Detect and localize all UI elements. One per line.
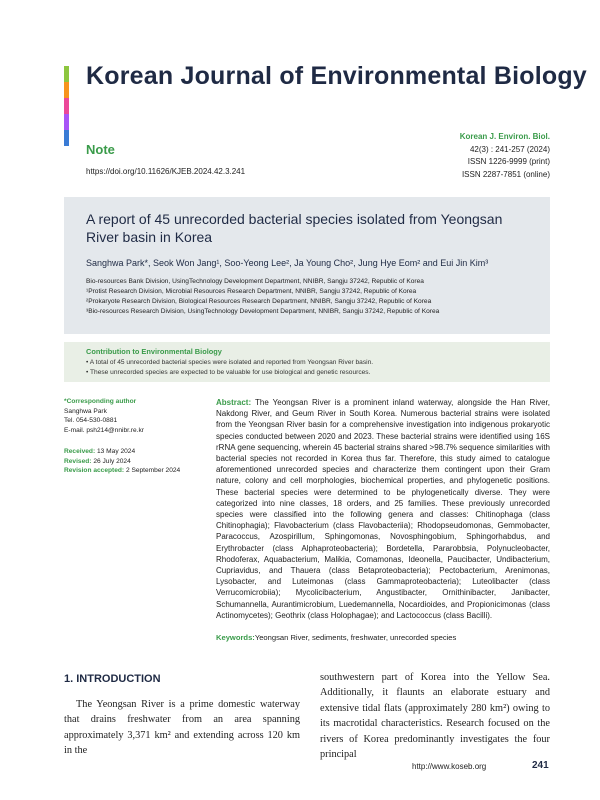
intro-text-left: The Yeongsan River is a prime domestic waterway that drains freshwater from an area spanning approximately 3,371 km² and extending across 120 km in the (64, 699, 300, 757)
corresponding-email[interactable]: E-mail. psh214@nnibr.re.kr (64, 426, 144, 434)
volume: 42(3) : 241-257 (2024) (469, 144, 550, 154)
affiliation: ³Bio-resources Research Division, UsingTechnology Development Department, NNIBR, Sangju 37242, Republic of Korea (86, 308, 440, 315)
issn-print: ISSN 1226-9999 (print) (467, 157, 550, 166)
abstract (216, 397, 550, 621)
stripe (64, 130, 69, 146)
doi-link[interactable]: https://doi.org/10.11626/KJEB.2024.42.3.241 (86, 167, 246, 176)
section-heading: 1. INTRODUCTION (64, 673, 161, 685)
stripe (64, 98, 69, 114)
affiliations (86, 277, 439, 317)
article-type: Note (86, 142, 115, 157)
journal-color-stripes (64, 66, 69, 146)
dates (64, 447, 214, 476)
stripe (64, 66, 69, 82)
page-number: 241 (532, 760, 549, 771)
citation-block (460, 131, 550, 181)
affiliation: ¹Protist Research Division, Microbial Resources Research Department, NNIBR, Sangju 37242, Republic of Korea (86, 288, 417, 295)
author-list: Sanghwa Park*, Seok Won Jang¹, Soo-Yeong Lee², Ja Young Cho², Jung Hye Eom² and Eui Jin Kim³ (86, 258, 489, 268)
received-date: 13 May 2024 (97, 448, 136, 455)
abstract-label: Abstract: (216, 398, 252, 407)
affiliation: ²Prokaryote Research Division, Biological Resources Research Department, NNIBR, Sangju 37242, Republic of Korea (86, 298, 432, 305)
issn-online: ISSN 2287-7851 (online) (461, 169, 550, 179)
footer-url[interactable]: http://www.koseb.org (412, 762, 487, 771)
contribution-title: Contribution to Environmental Biology (86, 347, 222, 356)
contribution-item: • These unrecorded species are expected to be valuable for use biological and genetic resources. (86, 369, 371, 376)
accepted-label: Revision accepted: (64, 467, 125, 474)
stripe (64, 114, 69, 130)
corresponding-label: *Corresponding author (64, 398, 137, 405)
accepted-date: 2 September 2024 (125, 467, 181, 474)
corresponding-tel: Tel. 054-530-0881 (64, 417, 118, 424)
intro-text-right: southwestern part of Korea into the Yellow Sea. Additionally, it flaunts an elaborate estuary and extensive tidal flats (approximately 280 km²) owing to its macrotidal characteristics. Research focused on the rivers of Korea predominantly investigates the four principal (320, 672, 550, 761)
contribution-item: • A total of 45 unrecorded bacterial species were isolated and reported from Yeongsan River basin. (86, 359, 374, 366)
journal-title: Korean Journal of Environmental Biology (86, 62, 587, 90)
keywords-label: Keywords: (216, 633, 255, 642)
corresponding-name: Sanghwa Park (64, 407, 107, 415)
sidebar-info (64, 397, 214, 476)
article-title: A report of 45 unrecorded bacterial species isolated from Yeongsan River basin in Korea (86, 211, 503, 245)
abstract-text: The Yeongsan River is a prominent inland waterway, alongside the Han River, Nakdong River, and Geum River in South Korea. Numerous bacterial strains were isolated from the Yeongsan River basin for a comprehensive investigation into indigenous prokaryotic species conducted between 2020 and 2023. These bacterial strains were identified using 16S rRNA gene sequencing, wherein 45 bacterial strains shared >98.7% sequence similarities with bacterial species not recorded in Korea thus far. Therefore, this study aimed to catalogue aforementioned unrecorded species and characterize them contingent upon their Gram nature, colony and cell morphologies, biochemical properties, and phylogenetic positions. These bacterial species were determined to be phylogenetically diverse. They were categorized into nine classes, 18 orders, and 25 families. These previously unrecorded species were classified into the following genera and classes: Chitinophaga (class Chitinophagia); Flavobacterium (class Flavobacteriia); Rhodopseudomonas, Gemmobacter, Paracoccus, Azospirillum, Sphingomonas, Novosphingobium, Sphingorhabdus, and Erythrobacter (class Alphaproteobacteria); Bordetella, Pararobbsia, Polynucleobacter, Rhodoferax, Aquabacterium, Malikia, Comamonas, Ideonella, Paucibacter, Undibacterium, Cupriavidus, and Thauera (class Betaproteobacteria); Pectobacterium, Arenimonas, Lysobacter, and Luteimonas (class Gammaproteobacteria); Luteolibacter (class Verrucomicrobiia); Mycolicibacterium, Angustibacter, Ornithinibacter, Janibacter, Schumannella, Aurantimicrobium, Luedemannella, Nocardioides, and Propionicimonas (class Actinomycetes); Geothrix (class Holophagae); and Lactococcus (class Bacilli). (216, 398, 551, 620)
keywords-text: Yeongsan River, sediments, freshwater, unrecorded species (254, 633, 457, 642)
affiliation: Bio-resources Bank Division, UsingTechnology Development Department, NNIBR, Sangju 37242, Republic of Korea (86, 278, 424, 285)
revised-date: 26 July 2024 (93, 457, 131, 465)
revised-label: Revised: (64, 457, 92, 465)
contribution-list (86, 358, 373, 378)
journal-abbr: Korean J. Environ. Biol. (459, 132, 550, 141)
stripe (64, 82, 69, 98)
received-label: Received: (64, 448, 96, 455)
keywords (216, 633, 550, 642)
